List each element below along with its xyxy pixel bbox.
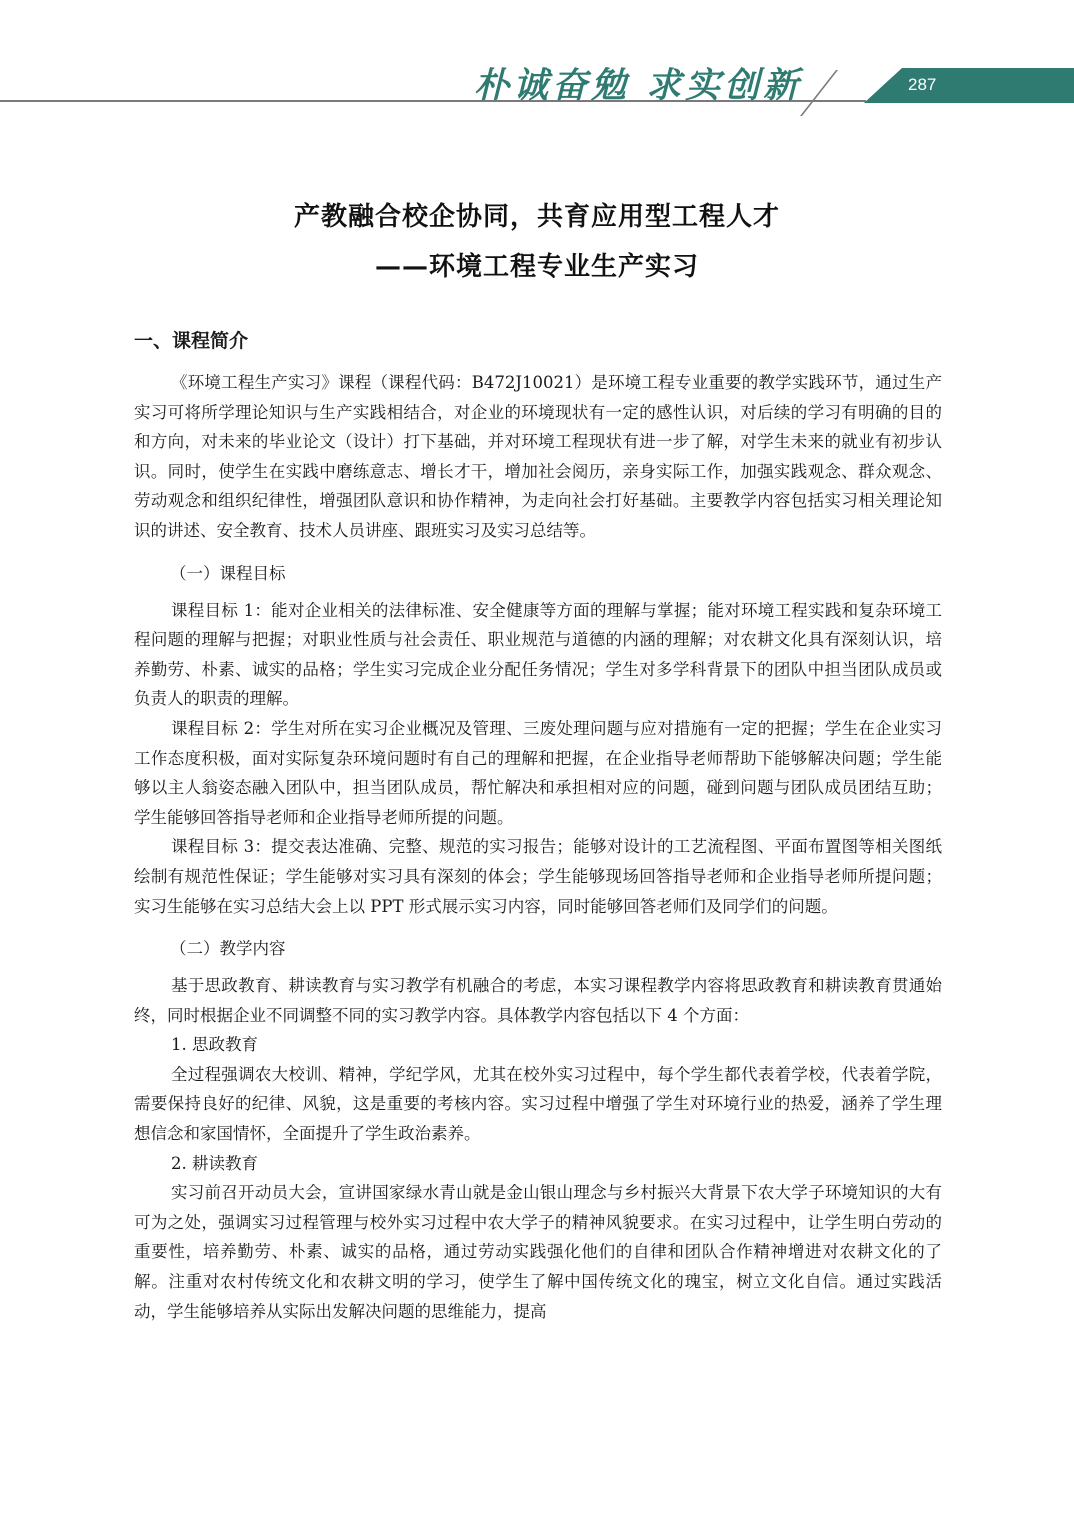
paragraph-content-intro: 基于思政教育、耕读教育与实习教学有机融合的考虑，本实习课程教学内容将思政教育和耕读教育贯通始终，同时根据企业不同调整不同的实习教学内容。具体教学内容包括以下 4 个方面： xyxy=(134,976,942,1025)
paragraph-intro: 《环境工程生产实习》课程（课程代码：B472J10021）是环境工程专业重要的教学实践环节，通过生产实习可将所学理论知识与生产实践相结合，对企业的环境现状有一定的感性认识，对后续的学习有明确的目的和方向，对未来的毕业论文（设计）打下基础，并对环境工程现状有进一步了解，对学生未来的就业有初步认识。同时，使学生在实践中磨练意志、增长才干，增加社会阅历，亲身实际工作，加强实践观念、群众观念、劳动观念和组织纪律性，增强团队意识和协作精神，为走向社会打好基础。主要教学内容包括实习相关理论知识的讲述、安全教育、技术人员讲座、跟班实习及实习总结等。 xyxy=(134,373,942,540)
paragraph-item-2: 实习前召开动员大会，宣讲国家绿水青山就是金山银山理念与乡村振兴大背景下农大学子环境知识的大有可为之处，强调实习过程管理与校外实习过程中农大学子的精神风貌要求。在实习过程中，让学生明白劳动的重要性，培养勤劳、朴素、诚实的品格，通过劳动实践强化他们的自律和团队合作精神增进对农耕文化的了解。注重对农村传统文化和农耕文明的学习，使学生了解中国传统文化的瑰宝，树立文化自信。通过实践活动，学生能够培养从实际出发解决问题的思维能力，提高 xyxy=(134,1183,942,1321)
main-title: 产教融合校企协同，共育应用型工程人才 xyxy=(293,202,780,232)
section-heading-intro: 一、课程简介 xyxy=(134,330,249,352)
sub-title: ——环境工程专业生产实习 xyxy=(374,252,699,282)
list-item-title-2: 2. 耕读教育 xyxy=(171,1153,258,1173)
paragraph-goal-3: 课程目标 3：提交表达准确、完整、规范的实习报告；能够对设计的工艺流程图、平面布置图等相关图纸绘制有规范性保证；学生能够对实习具有深刻的体会；学生能够现场回答指导老师和企业指导老师所提问题；实习生能够在实习总结大会上以 PPT 形式展示实习内容，同时能够回答老师们及同学们的问题。 xyxy=(134,837,942,916)
header-motto: 朴诚奋勉 求实创新 xyxy=(474,65,803,106)
subheading-teaching-content: （二）教学内容 xyxy=(170,939,286,959)
paragraph-goal-1: 课程目标 1：能对企业相关的法律标准、安全健康等方面的理解与掌握；能对环境工程实践和复杂环境工程问题的理解与把握；对职业性质与社会责任、职业规范与道德的内涵的理解；对农耕文化具有深刻认识，培养勤劳、朴素、诚实的品格；学生实习完成企业分配任务情况；学生对多学科背景下的团队中担当团队成员或负责人的职责的理解。 xyxy=(134,600,942,709)
subheading-course-goals: （一）课程目标 xyxy=(170,563,286,583)
page-number-tab xyxy=(864,68,1074,103)
page-number: 287 xyxy=(908,75,937,94)
paragraph-item-1: 全过程强调农大校训、精神，学纪学风，尤其在校外实习过程中，每个学生都代表着学校，代表着学院，需要保持良好的纪律、风貌，这是重要的考核内容。实习过程中增强了学生对环境行业的热爱，涵养了学生理想信念和家国情怀，全面提升了学生政治素养。 xyxy=(134,1064,942,1144)
paragraph-goal-2: 课程目标 2：学生对所在实习企业概况及管理、三废处理问题与应对措施有一定的把握；学生在企业实习工作态度积极，面对实际复杂环境问题时有自己的理解和把握，在企业指导老师帮助下能够解决问题；学生能够以主人翁姿态融入团队中，担当团队成员，帮忙解决和承担相对应的问题，碰到问题与团队成员团结互助；学生能够回答指导老师和企业指导老师所提的问题。 xyxy=(134,718,942,827)
body-content xyxy=(134,326,942,1326)
list-item-title-1: 1. 思政教育 xyxy=(171,1035,258,1055)
header-slash-divider xyxy=(800,70,838,116)
